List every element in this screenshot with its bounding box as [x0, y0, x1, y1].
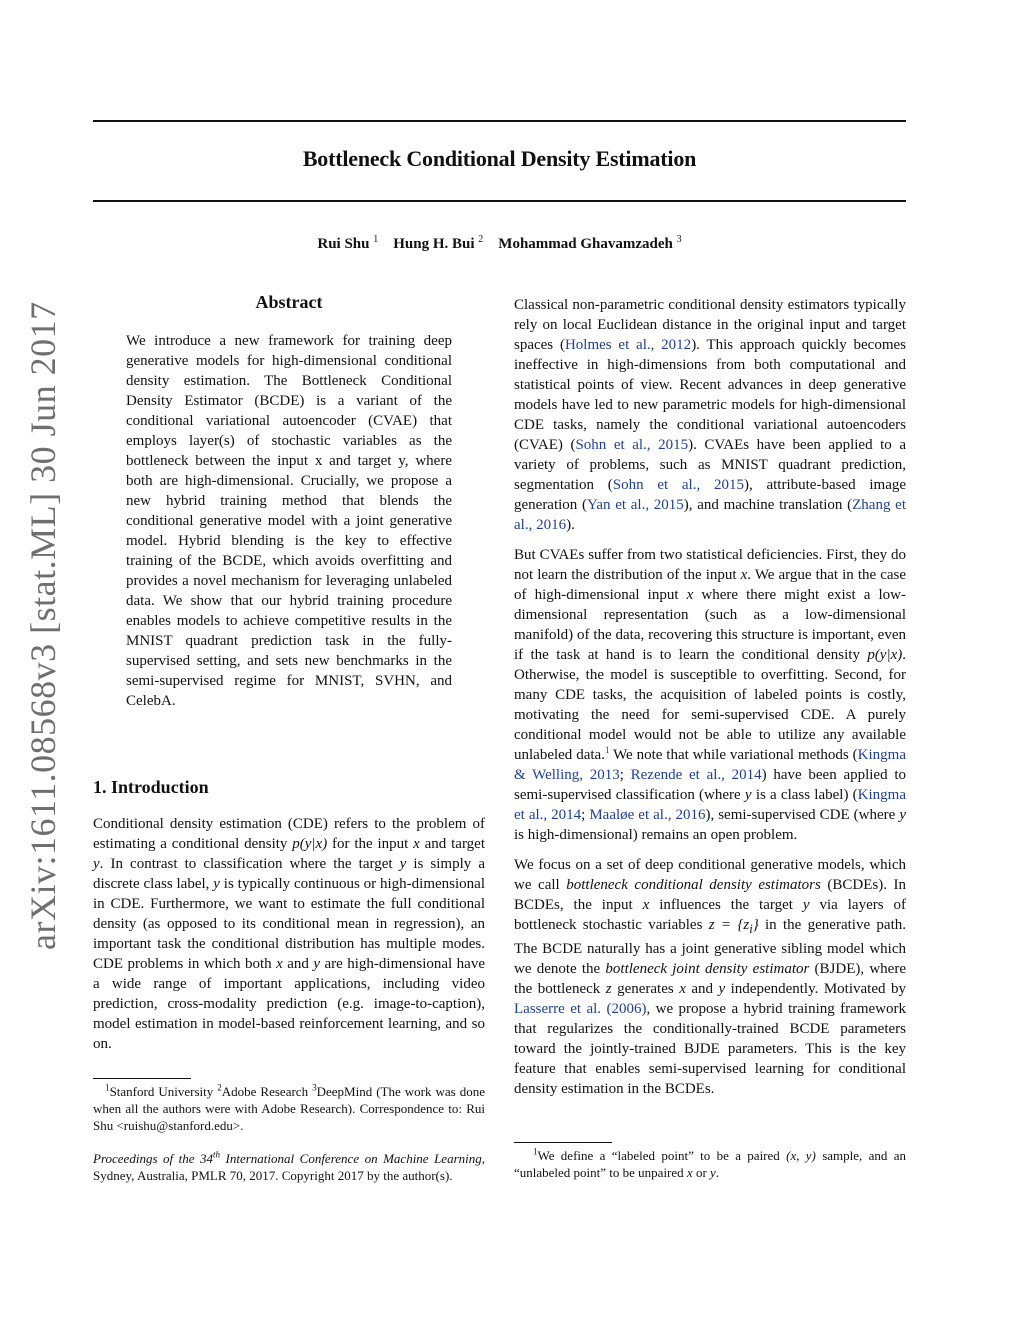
affiliation-mark: 1: [373, 234, 379, 245]
title-top-rule: [93, 120, 906, 122]
intro-paragraph: Conditional density estimation (CDE) refers to the problem of estimating a conditional density p(y|x) for the input x and target y. In contrast to classification where the target y is simply a discrete class label, y is typically continuous or high-dimensional in CDE. Furthermore, we want to estimate the full conditional density (as opposed to its conditional mean in regression), an important task the conditional distribution has multiple modes. CDE problems in which both x and y are high-dimensional have a wide range of important applications, including video prediction, cross-modality prediction (e.g. image-to-caption), model estimation in model-based reinforcement learning, and so on.: [93, 816, 486, 1052]
body-paragraph: But CVAEs suffer from two statistical deficiencies. First, they do not learn the distribution of the input x. We argue that in the case of high-dimensional input x where there might exist a low-dimensional representation (such as a low-dimensional manifold) of the data, recovering this structure is important, even if the task at hand is to learn the conditional density p(y|x). Otherwise, the model is susceptible to overfitting. Second, for many CDE tasks, the acquisition of labeled points is costly, motivating the need for semi-supervised CDE. A purely conditional model would not be able to utilize any available unlabeled data.$^1$ We note that while variational methods (Kingma & Welling, 2013; Rezende et al., 2014) have been applied to semi-supervised classification (where y is a class label) (Kingma et al., 2014; Maaløe et al., 2016), semi-supervised CDE (where y is high-dimensional) remains an open problem.: [514, 547, 906, 843]
footnote-divider: [514, 1142, 612, 1143]
body-paragraph: We focus on a set of deep conditional generative models, which we call bottleneck conditional density estimators (BCDEs). In BCDEs, the input x influences the target y via layers of bottleneck stochastic variables $z = \{z_i\}$ in the generative path. The BCDE naturally has a joint generative sibling model which we denote the bottleneck joint density estimator (BJDE), where the bottleneck z generates x and y independently. Motivated by Lasserre et al. (2006), we propose a hybrid training framework that regularizes the conditionally-trained BCDE parameters toward the jointly-trained BJDE parameters. This is the key feature that enables semi-supervised learning for conditional density estimation in the BCDEs.: [514, 857, 907, 1097]
citation-link[interactable]: Kingma et al., 2014: [514, 787, 906, 823]
citation-link[interactable]: Holmes et al., 2012: [564, 337, 692, 353]
affiliation-mark: 2: [478, 234, 484, 245]
abstract-text: [126, 331, 452, 711]
section-heading-introduction: 1. Introduction: [93, 777, 209, 797]
citation-link[interactable]: Sohn et al., 2015: [612, 477, 744, 493]
footnote-labeled-point: $^1$We define a “labeled point” to be a paired (x, y) sample, and an “unlabeled point” to be unpaired x or y.: [514, 1146, 906, 1180]
affiliation-footnote: $^1$Stanford University $^2$Adobe Research $^3$DeepMind (The work was done when all the authors were with Adobe Research). Correspondence to: Rui Shu <ruishu@stanford.edu>.: [93, 1082, 486, 1133]
proceedings-note: Proceedings of the 34th International Conference on Machine Learning, Sydney, Australia, PMLR 70, 2017. Copyright 2017 by the author(s).: [93, 1149, 485, 1183]
title-bottom-rule: [93, 200, 906, 202]
citation-link[interactable]: Yan et al., 2015: [587, 497, 684, 513]
affiliation-mark: 3: [676, 234, 682, 245]
arxiv-identifier-stamp: arXiv:1611.08568v3 [stat.ML] 30 Jun 2017: [23, 301, 63, 950]
author-name: Hung H. Bui: [393, 236, 475, 252]
citation-link[interactable]: Lasserre et al. (2006): [514, 1001, 647, 1017]
introduction-text: [93, 814, 485, 1054]
author-list: [93, 236, 906, 253]
citation-link[interactable]: Rezende et al., 2014: [630, 767, 762, 783]
author-name: Mohammad Ghavamzadeh: [498, 236, 673, 252]
footnote-divider: [93, 1078, 191, 1079]
citation-link[interactable]: Kingma & Welling, 2013: [514, 747, 906, 783]
footnote-marker[interactable]: 1: [604, 745, 610, 755]
author-name: Rui Shu: [317, 236, 370, 252]
right-column-text: [514, 295, 906, 1109]
paper-title: Bottleneck Conditional Density Estimation: [302, 146, 697, 171]
citation-link[interactable]: Sohn et al., 2015: [575, 437, 689, 453]
citation-link[interactable]: Zhang et al., 2016: [514, 497, 906, 533]
abstract-paragraph: We introduce a new framework for training deep generative models for high-dimensional conditional density estimation. The Bottleneck Conditional Density Estimator (BCDE) is a variant of the conditional variational autoencoder (CVAE) that employs layer(s) of stochastic variables as the bottleneck between the input x and target y, where both are high-dimensional. Crucially, we propose a new hybrid training method that blends the conditional generative model with a joint generative model. Hybrid blending is the key to effective training of the BCDE, which avoids overfitting and provides a novel mechanism for leveraging unlabeled data. We show that our hybrid training procedure enables models to achieve competitive results in the MNIST quadrant prediction task in the fully-supervised setting, and sets new benchmarks in the semi-supervised regime for MNIST, SVHN, and CelebA.: [126, 333, 452, 709]
abstract-heading: Abstract: [255, 292, 323, 312]
citation-link[interactable]: Maaløe et al., 2016: [589, 807, 706, 823]
body-paragraph: Classical non-parametric conditional density estimators typically rely on local Euclidean distance in the original input and target spaces (Holmes et al., 2012). This approach quickly becomes ineffective in high-dimensions from both computational and statistical points of view. Recent advances in deep generative models have led to new parametric models for high-dimensional CDE tasks, namely the conditional variational autoencoders (CVAE) (Sohn et al., 2015). CVAEs have been applied to a variety of problems, such as MNIST quadrant prediction, segmentation (Sohn et al., 2015), attribute-based image generation (Yan et al., 2015), and machine translation (Zhang et al., 2016).: [514, 297, 907, 533]
